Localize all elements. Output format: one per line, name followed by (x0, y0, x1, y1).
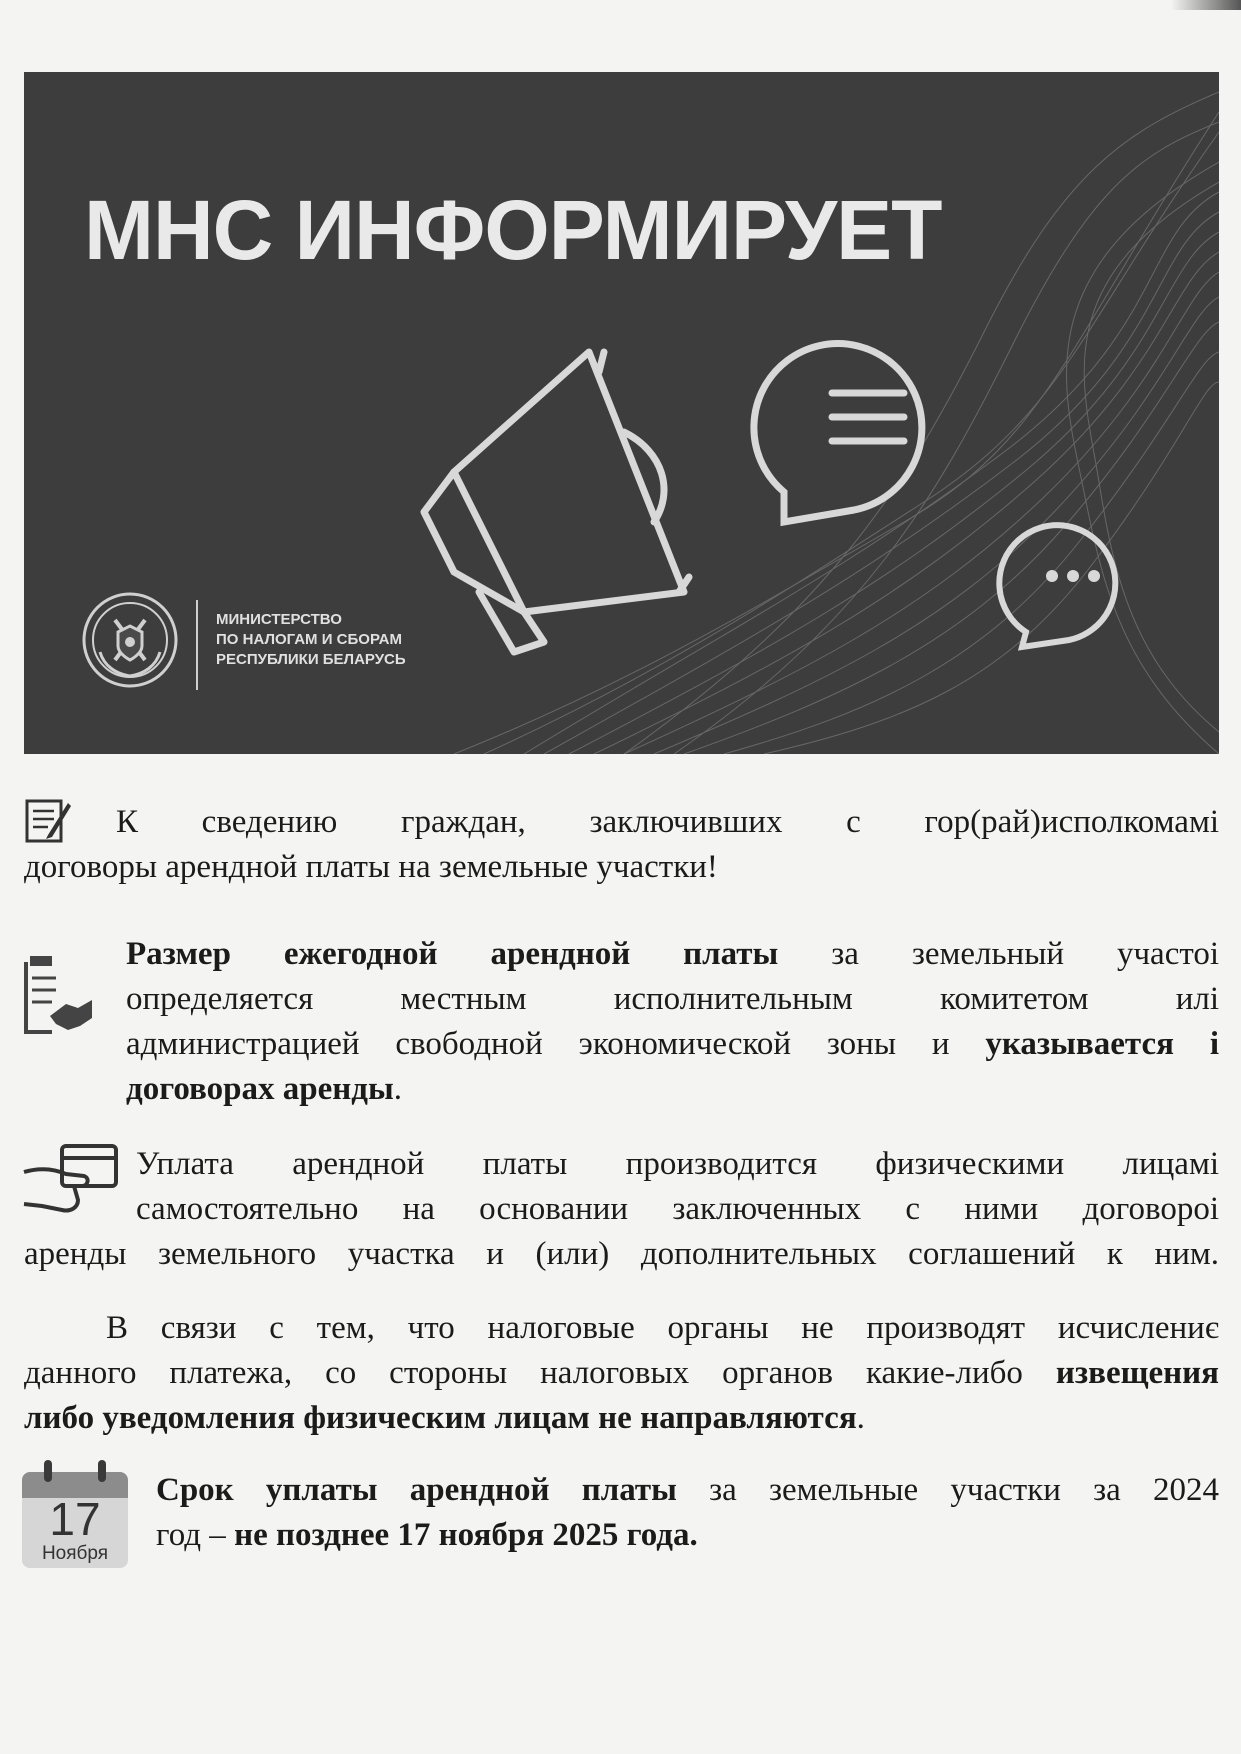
calendar-ring-left (44, 1460, 52, 1482)
ministry-name (216, 610, 406, 670)
banner (24, 72, 1219, 754)
calendar-month: Ноября (41, 1543, 109, 1564)
payment-line-2: самостоятельно на основании заключенных с ними договороі (136, 1191, 1219, 1227)
deadline-text-1: за земельные участки за 2024 (709, 1472, 1219, 1508)
intro-line-2: договоры арендной платы на земельные участки! (24, 849, 718, 885)
notice-text-2: данного платежа, со стороны налоговых органов какие-либо (24, 1355, 1023, 1391)
notice-bold-2: извещения (1055, 1355, 1220, 1391)
notice-period: . (856, 1400, 865, 1436)
illustration (24, 72, 1219, 754)
size-text-3: администрацией свободной экономической зоны и (126, 1026, 950, 1062)
size-text-2: определяется местным исполнительным комитетом илі (126, 981, 1219, 1017)
size-bold-1: Размер ежегодной арендной платы (126, 936, 779, 972)
section-payment (24, 1142, 1219, 1277)
section-notice (24, 1306, 1219, 1441)
page-edge (1171, 0, 1241, 10)
megaphone-icon (424, 352, 689, 652)
banner-title: МНС ИНФОРМИРУЕТ (84, 183, 942, 277)
section-deadline (156, 1468, 1219, 1558)
ministry-line-2: ПО НАЛОГАМ И СБОРАМ (216, 631, 402, 648)
calendar-icon (22, 1460, 128, 1568)
speech-bubble-dots-icon (999, 525, 1115, 647)
size-period: . (393, 1071, 402, 1107)
size-bold-4: договорах аренды (126, 1071, 394, 1107)
section-intro (24, 800, 1219, 890)
deadline-text-2: год – (156, 1517, 226, 1553)
deadline-bold-1: Срок уплаты арендной платы (156, 1472, 677, 1508)
speech-bubble-lines-icon (754, 344, 922, 522)
intro-line-1: К сведению граждан, заключивших с гор(рай)исполкомамі (116, 804, 1219, 840)
payment-line-3: аренды земельного участка и (или) дополнительных соглашений к ним. (24, 1236, 1219, 1272)
deadline-bold-2: не позднее 17 ноября 2025 года. (234, 1517, 698, 1553)
payment-line-1: Уплата арендной платы производится физическими лицамі (136, 1146, 1219, 1182)
size-bold-3: указывается і (985, 1026, 1219, 1062)
size-text-1: за земельный участоі (831, 936, 1220, 972)
emblem-divider (196, 600, 198, 690)
notice-line-1: В связи с тем, что налоговые органы не производят исчислениє (106, 1310, 1219, 1346)
notice-bold-3: либо уведомления физическим лицам не направляются (24, 1400, 857, 1436)
contract-handshake-icon (22, 950, 94, 1040)
calendar-day: 17 (49, 1493, 101, 1545)
ministry-emblem (80, 590, 180, 690)
calendar-ring-right (98, 1460, 106, 1482)
section-size (126, 932, 1219, 1112)
ministry-line-3: РЕСПУБЛИКИ БЕЛАРУСЬ (216, 651, 406, 668)
ministry-line-1: МИНИСТЕРСТВО (216, 611, 342, 628)
